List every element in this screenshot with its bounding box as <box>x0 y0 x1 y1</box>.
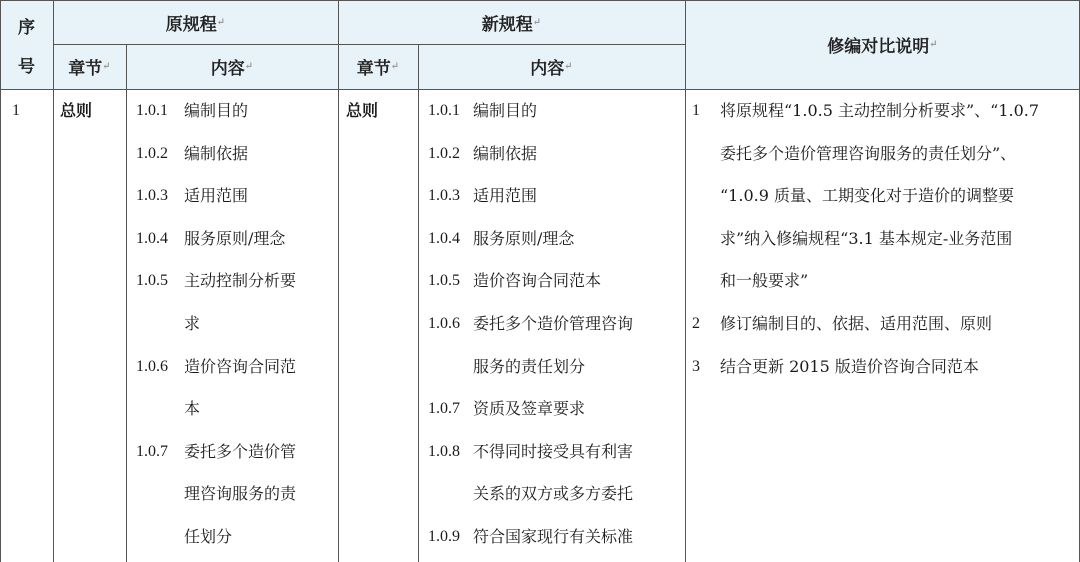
old-item-text: 编制目的 <box>184 101 249 120</box>
old-item-num: 1.0.3 <box>136 187 168 204</box>
new-item-num: 1.0.2 <box>428 145 460 162</box>
new-item-text: 不得同时接受具有利害 <box>473 442 634 461</box>
new-chapter: 总则 <box>346 101 379 120</box>
new-item-num: 1.0.4 <box>428 230 460 247</box>
new-item-num: 1.0.9 <box>428 528 460 545</box>
new-item-num: 1.0.5 <box>428 272 460 289</box>
border-v4 <box>418 44 419 562</box>
border-v5 <box>685 0 686 562</box>
header-seq-top: 序 <box>18 17 35 38</box>
new-item-num: 1.0.8 <box>428 443 460 460</box>
header-old-rules: 原规程 ↵ <box>53 0 338 44</box>
header-old-content-label: 内容 <box>210 59 245 79</box>
header-old-chapter-label: 章节 <box>68 59 103 79</box>
new-item-text: 编制目的 <box>473 101 538 120</box>
header-compare: 修编对比说明 ↵ <box>685 0 1080 89</box>
old-item-num: 1.0.6 <box>136 358 168 375</box>
new-item-text: 委托多个造价管理咨询 <box>473 314 634 333</box>
old-item-text: 本 <box>184 399 201 418</box>
border-v1 <box>53 0 54 562</box>
note-item-text: 将原规程“1.0.5 主动控制分析要求”、“1.0.7 <box>720 101 1040 120</box>
note-item-text: 委托多个造价管理咨询服务的责任划分”、 <box>720 144 1017 163</box>
old-item-num: 1.0.2 <box>136 145 168 162</box>
new-item-text: 符合国家现行有关标准 <box>473 527 634 546</box>
new-item-text: 编制依据 <box>473 144 538 163</box>
border-mid-header <box>53 44 685 45</box>
border-v0 <box>0 0 1 562</box>
new-item-text: 资质及签章要求 <box>473 399 586 418</box>
new-item-text: 服务的责任划分 <box>473 357 586 376</box>
border-top <box>0 0 1080 1</box>
old-item-num: 1.0.7 <box>136 443 168 460</box>
border-v2 <box>126 44 127 562</box>
border-v3 <box>338 0 339 562</box>
old-item-text: 适用范围 <box>184 186 249 205</box>
new-item-text: 服务原则/理念 <box>473 229 575 248</box>
new-item-num: 1.0.6 <box>428 315 460 332</box>
header-new-content: 内容 ↵ <box>418 44 685 89</box>
border-header-bottom <box>0 89 1080 90</box>
old-item-num: 1.0.5 <box>136 272 168 289</box>
old-item-text: 主动控制分析要 <box>184 271 297 290</box>
header-compare-label: 修编对比说明 <box>827 37 930 57</box>
old-item-text: 造价咨询合同范 <box>184 357 297 376</box>
note-item-text: 结合更新 2015 版造价咨询合同范本 <box>720 357 979 376</box>
note-item-num: 2 <box>692 315 700 332</box>
old-item-text: 求 <box>184 314 201 333</box>
note-item-num: 3 <box>692 358 700 375</box>
note-item-text: 求”纳入修编规程“3.1 基本规定-业务范围 <box>720 229 1013 248</box>
old-item-num: 1.0.4 <box>136 230 168 247</box>
row-seq: 1 <box>12 102 20 119</box>
note-item-num: 1 <box>692 102 700 119</box>
old-item-text: 编制依据 <box>184 144 249 163</box>
header-old-chapter: 章节 ↵ <box>53 44 126 89</box>
new-item-text: 关系的双方或多方委托 <box>473 484 634 503</box>
header-seq <box>0 0 53 89</box>
header-seq-bottom: 号 <box>18 56 35 77</box>
old-item-text: 理咨询服务的责 <box>184 484 297 503</box>
note-item-text: 修订编制目的、依据、适用范围、原则 <box>720 314 993 333</box>
old-item-text: 委托多个造价管 <box>184 442 297 461</box>
header-new-rules-label: 新规程 <box>481 14 533 35</box>
new-item-text: 造价咨询合同范本 <box>473 271 602 290</box>
header-new-chapter-label: 章节 <box>356 59 391 79</box>
new-item-num: 1.0.3 <box>428 187 460 204</box>
new-item-text: 适用范围 <box>473 186 538 205</box>
new-item-num: 1.0.7 <box>428 400 460 417</box>
new-item-num: 1.0.1 <box>428 102 460 119</box>
header-new-rules: 新规程 ↵ <box>338 0 685 44</box>
note-item-text: 和一般要求” <box>720 271 809 290</box>
header-old-rules-label: 原规程 <box>165 14 217 35</box>
old-item-text: 任划分 <box>184 527 233 546</box>
header-new-content-label: 内容 <box>530 59 565 79</box>
old-chapter: 总则 <box>60 101 93 120</box>
old-item-num: 1.0.1 <box>136 102 168 119</box>
header-new-chapter: 章节 ↵ <box>338 44 418 89</box>
header-old-content: 内容 ↵ <box>126 44 338 89</box>
old-item-text: 服务原则/理念 <box>184 229 286 248</box>
note-item-text: “1.0.9 质量、工期变化对于造价的调整要 <box>720 186 1014 205</box>
